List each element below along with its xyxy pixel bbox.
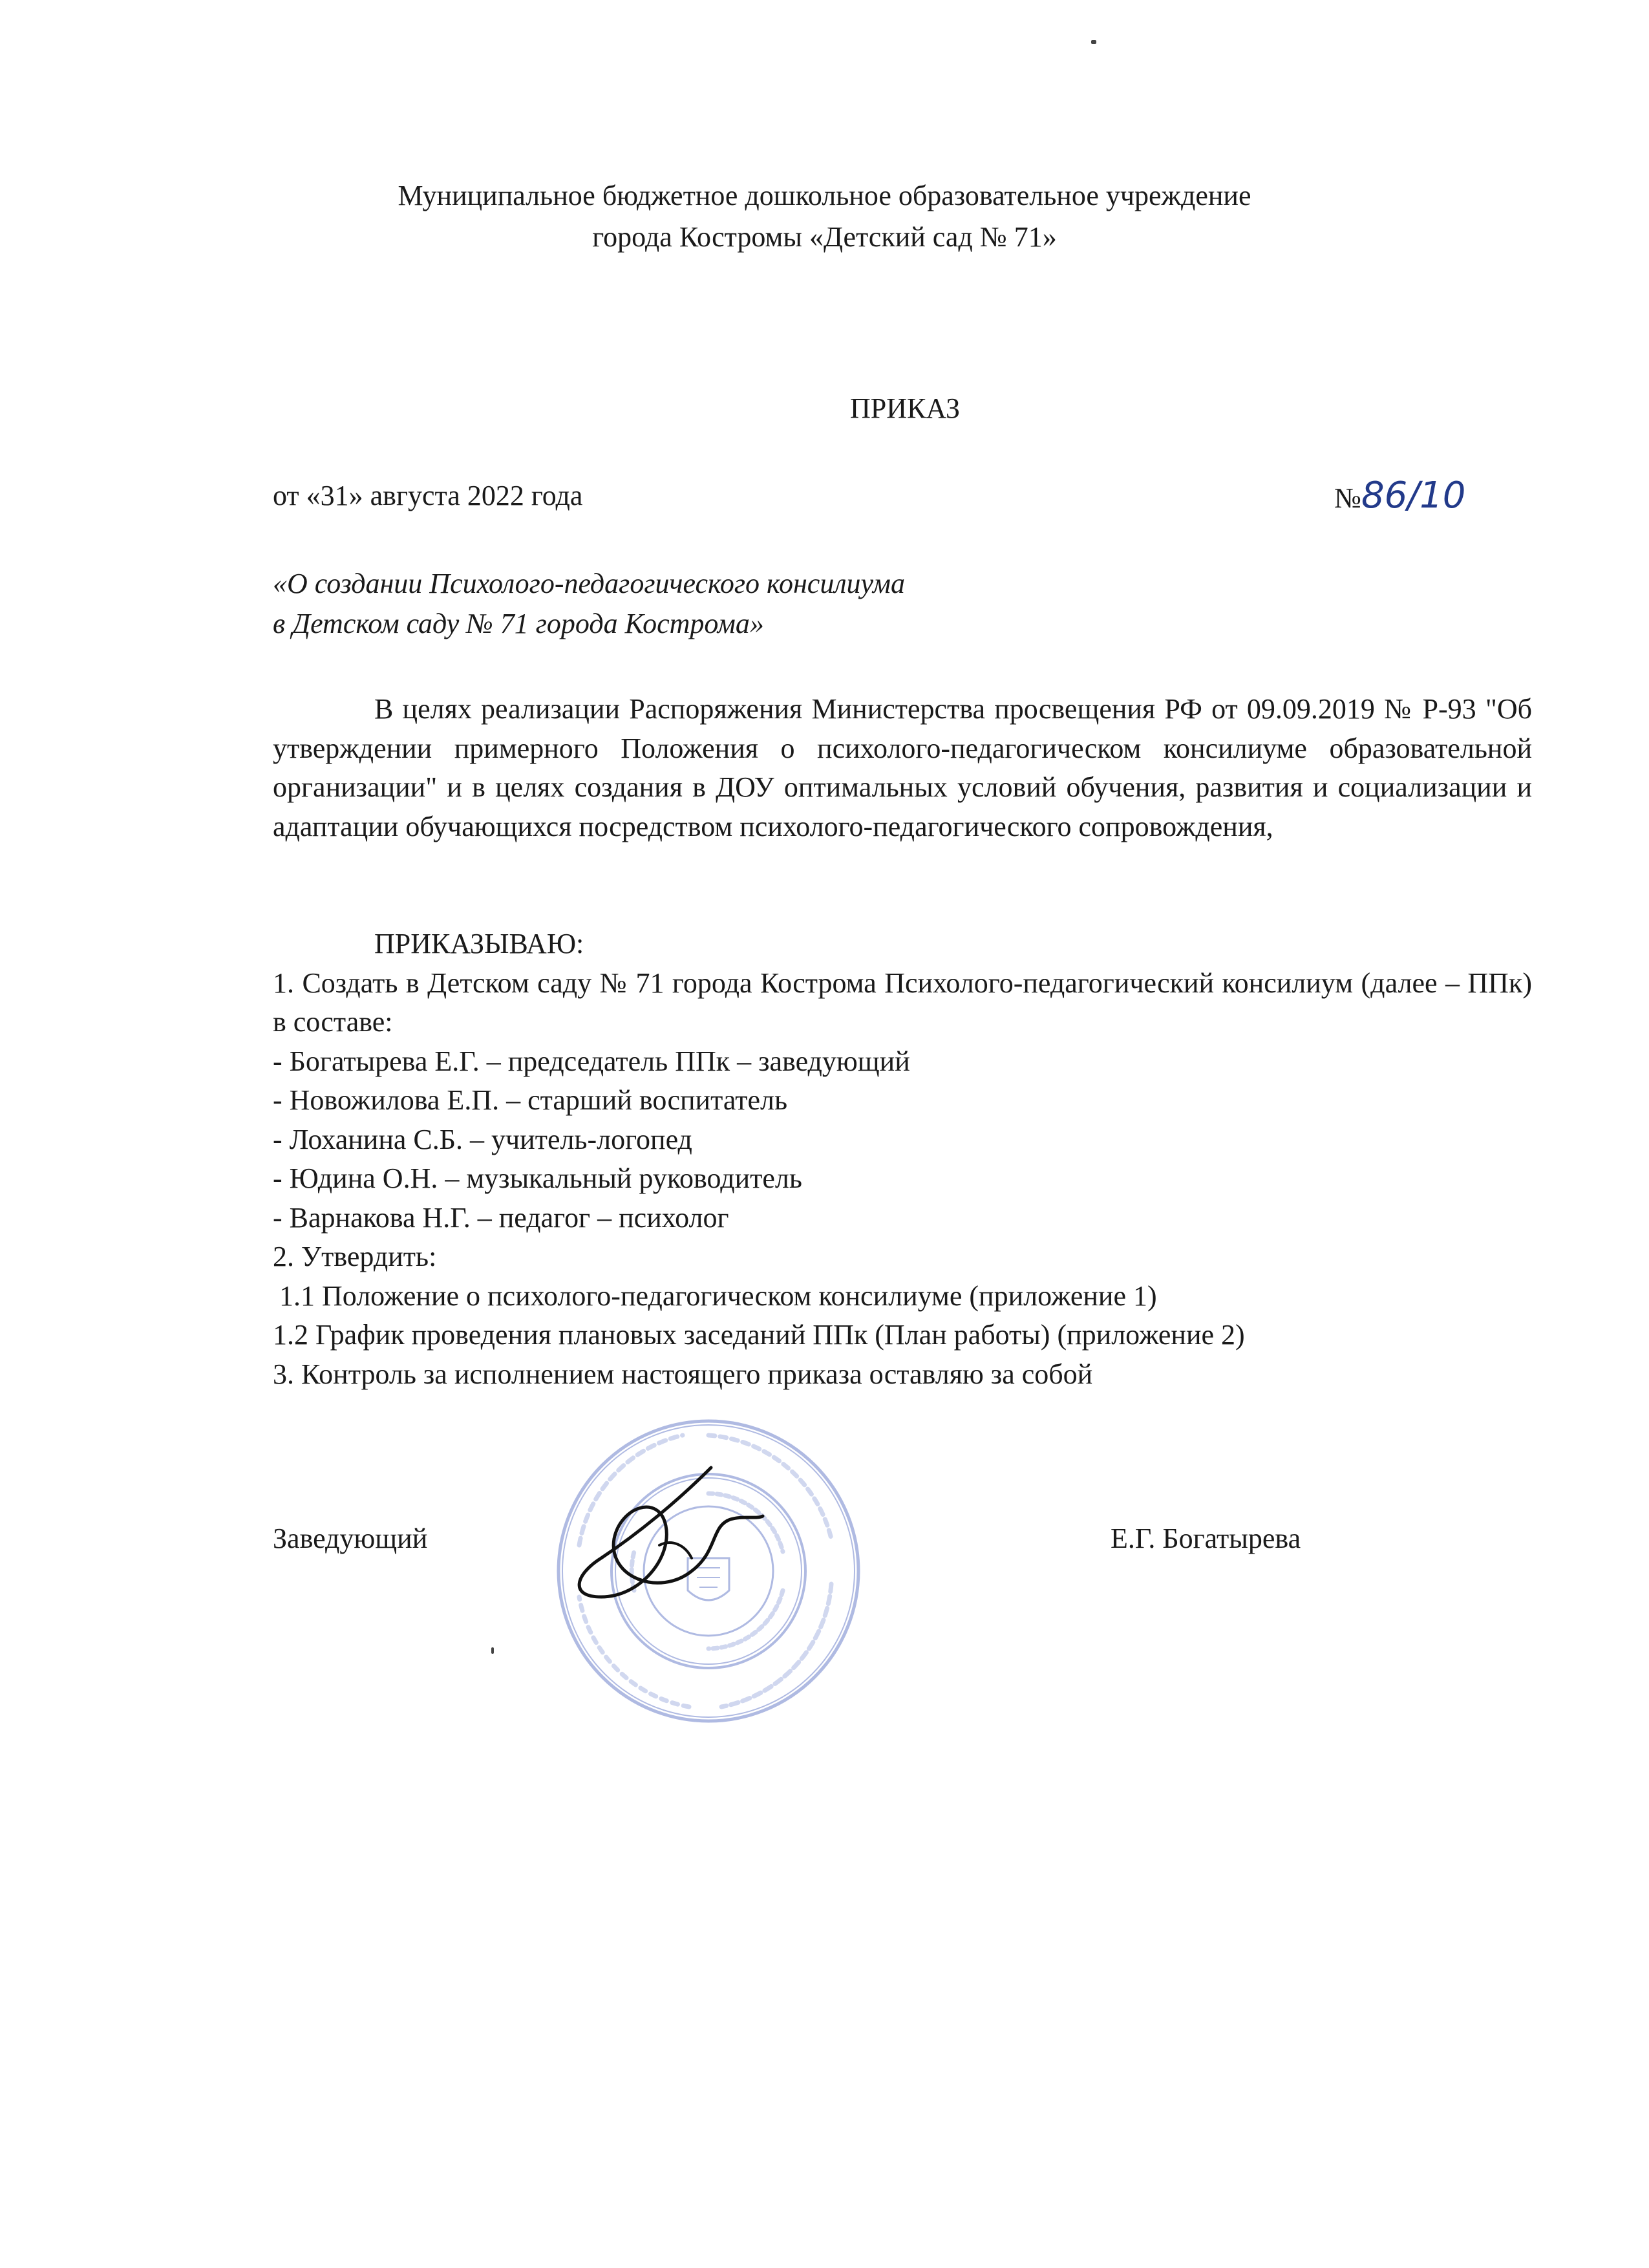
- order-item-2: 2. Утвердить:: [273, 1241, 437, 1272]
- order-item-2-1: 1.1 Положение о психолого-педагогическом консилиуме (приложение 1): [279, 1279, 1157, 1312]
- document-number: [1334, 476, 1465, 518]
- document-date: от «31» августа 2022 года: [273, 480, 583, 511]
- order-item-3: 3. Контроль за исполнением настоящего приказа оставляю за собой: [273, 1358, 1093, 1390]
- order-body: [273, 925, 1532, 1394]
- handwritten-signature: [562, 1448, 769, 1616]
- member-list-item: - Варнакова Н.Г. – педагог – психолог: [273, 1201, 729, 1234]
- member-list-item: - Лоханина С.Б. – учитель-логопед: [273, 1123, 692, 1155]
- subject-line1: «О создании Психолого-педагогического консилиума: [273, 568, 906, 599]
- order-heading: ПРИКАЗЫВАЮ:: [374, 928, 584, 959]
- order-item-1: 1. Создать в Детском саду № 71 города Кострома Психолого-педагогический консилиум (далее – ППк) в составе:: [273, 967, 1532, 1038]
- member-list-item: - Новожилова Е.П. – старший воспитатель: [273, 1084, 788, 1116]
- scan-speck: [491, 1647, 494, 1654]
- organization-name-line2: города Костромы «Детский сад № 71»: [592, 221, 1057, 253]
- document-title: ПРИКАЗ: [849, 392, 961, 424]
- order-item-2-2: 1.2 График проведения плановых заседаний ППк (План работы) (приложение 2): [273, 1319, 1245, 1351]
- member-list-item: - Богатырева Е.Г. – председатель ППк – заведующий: [273, 1045, 910, 1077]
- handwritten-number: 86/10: [1361, 475, 1466, 517]
- preamble-paragraph: В целях реализации Распоряжения Министерства просвещения РФ от 09.09.2019 № Р-93 "Об утверждении примерного Положения о психолого-педагогическом консилиуме образовательной организации" и в целях создания в ДОУ оптимальных условий обучения, развития и социализации и адаптации обучающихся посредством психолого-педагогического сопровождения,: [273, 693, 1532, 842]
- number-sign: №: [1334, 482, 1361, 514]
- signatory-name: Е.Г. Богатырева: [1111, 1523, 1301, 1554]
- signatory-position: Заведующий: [273, 1523, 428, 1554]
- organization-name-line1: Муниципальное бюджетное дошкольное образовательное учреждение: [398, 180, 1251, 211]
- scan-speck: [1091, 40, 1096, 44]
- member-list-item: - Юдина О.Н. – музыкальный руководитель: [273, 1162, 802, 1194]
- subject-line2: в Детском саду № 71 города Кострома»: [273, 608, 764, 639]
